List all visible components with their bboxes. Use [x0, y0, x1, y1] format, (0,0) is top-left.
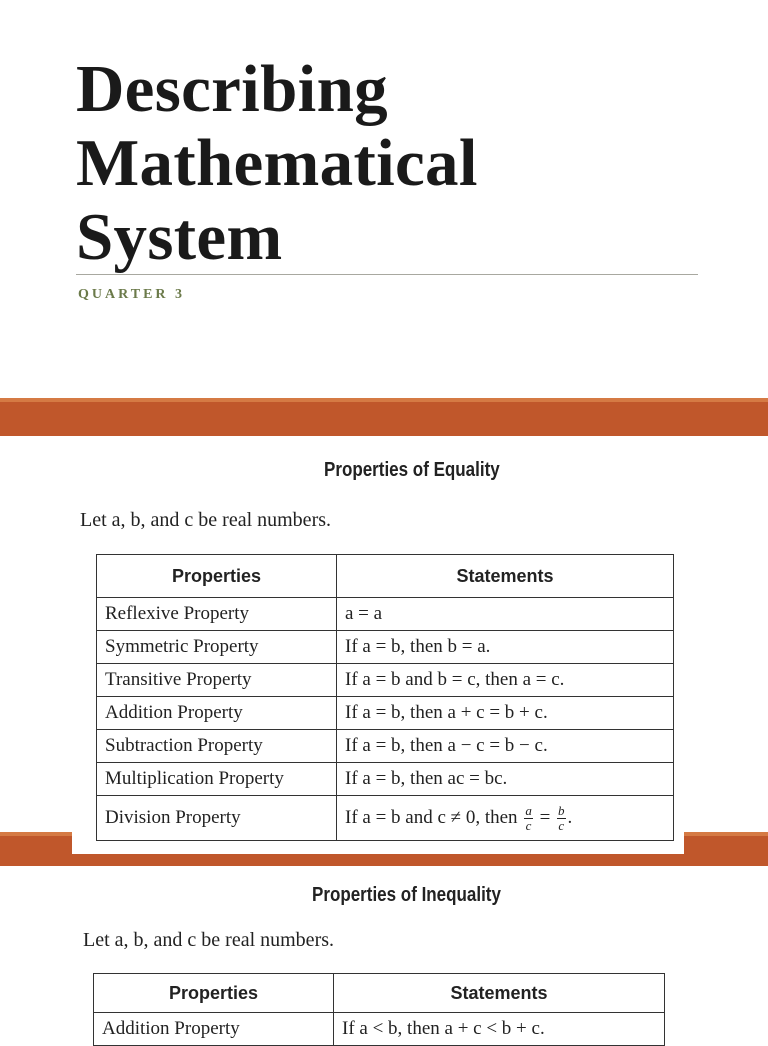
- table-row: [97, 796, 674, 841]
- statement-period: .: [567, 806, 573, 828]
- subtitle: QUARTER 3: [78, 287, 186, 302]
- property-cell: Addition Property: [94, 1013, 334, 1046]
- statement-cell: If a = b, then ac = bc.: [337, 763, 674, 796]
- table-row: [97, 664, 674, 697]
- slide-banner-top: [0, 398, 768, 436]
- fraction-numerator: b: [558, 802, 565, 818]
- property-cell: Addition Property: [97, 697, 337, 730]
- equals-sign: =: [539, 806, 551, 828]
- statement-cell: [337, 796, 674, 841]
- page-title: [76, 52, 478, 274]
- property-cell: Symmetric Property: [97, 631, 337, 664]
- table-row: [97, 697, 674, 730]
- table-header-row: [97, 555, 674, 598]
- equality-intro: Let a, b, and c be real numbers.: [80, 509, 332, 531]
- statement-cell: If a = b, then a − c = b − c.: [337, 730, 674, 763]
- inequality-table: [93, 973, 665, 1046]
- statement-cell: If a < b, then a + c < b + c.: [334, 1013, 665, 1046]
- equality-heading: Properties of Equality: [324, 459, 500, 481]
- property-cell: Division Property: [97, 796, 337, 841]
- inequality-heading: Properties of Inequality: [312, 884, 501, 906]
- column-header-statements: Statements: [334, 974, 665, 1013]
- fraction-b-over-c: [557, 804, 566, 833]
- statement-cell: If a = b and b = c, then a = c.: [337, 664, 674, 697]
- statement-cell: a = a: [337, 598, 674, 631]
- title-line-3: System: [76, 200, 283, 274]
- statement-cell: If a = b, then a + c = b + c.: [337, 697, 674, 730]
- column-header-properties: Properties: [94, 974, 334, 1013]
- property-cell: Transitive Property: [97, 664, 337, 697]
- table-row: [97, 598, 674, 631]
- fraction-a-over-c: [524, 804, 533, 833]
- fraction-numerator: a: [525, 802, 532, 818]
- inequality-intro: Let a, b, and c be real numbers.: [83, 929, 335, 951]
- statement-cell: If a = b, then b = a.: [337, 631, 674, 664]
- fraction-denominator: c: [558, 817, 565, 833]
- statement-prefix: If a = b and c ≠ 0, then: [345, 806, 518, 828]
- equality-table: [96, 554, 674, 841]
- title-divider: [76, 274, 698, 275]
- title-line-2: Mathematical: [76, 126, 478, 200]
- column-header-properties: Properties: [97, 555, 337, 598]
- table-row: [94, 1013, 665, 1046]
- table-row: [97, 631, 674, 664]
- title-line-1: Describing: [76, 52, 388, 126]
- property-cell: Subtraction Property: [97, 730, 337, 763]
- table-header-row: [94, 974, 665, 1013]
- column-header-statements: Statements: [337, 555, 674, 598]
- table-row: [97, 730, 674, 763]
- fraction-denominator: c: [525, 817, 532, 833]
- property-cell: Multiplication Property: [97, 763, 337, 796]
- property-cell: Reflexive Property: [97, 598, 337, 631]
- table-row: [97, 763, 674, 796]
